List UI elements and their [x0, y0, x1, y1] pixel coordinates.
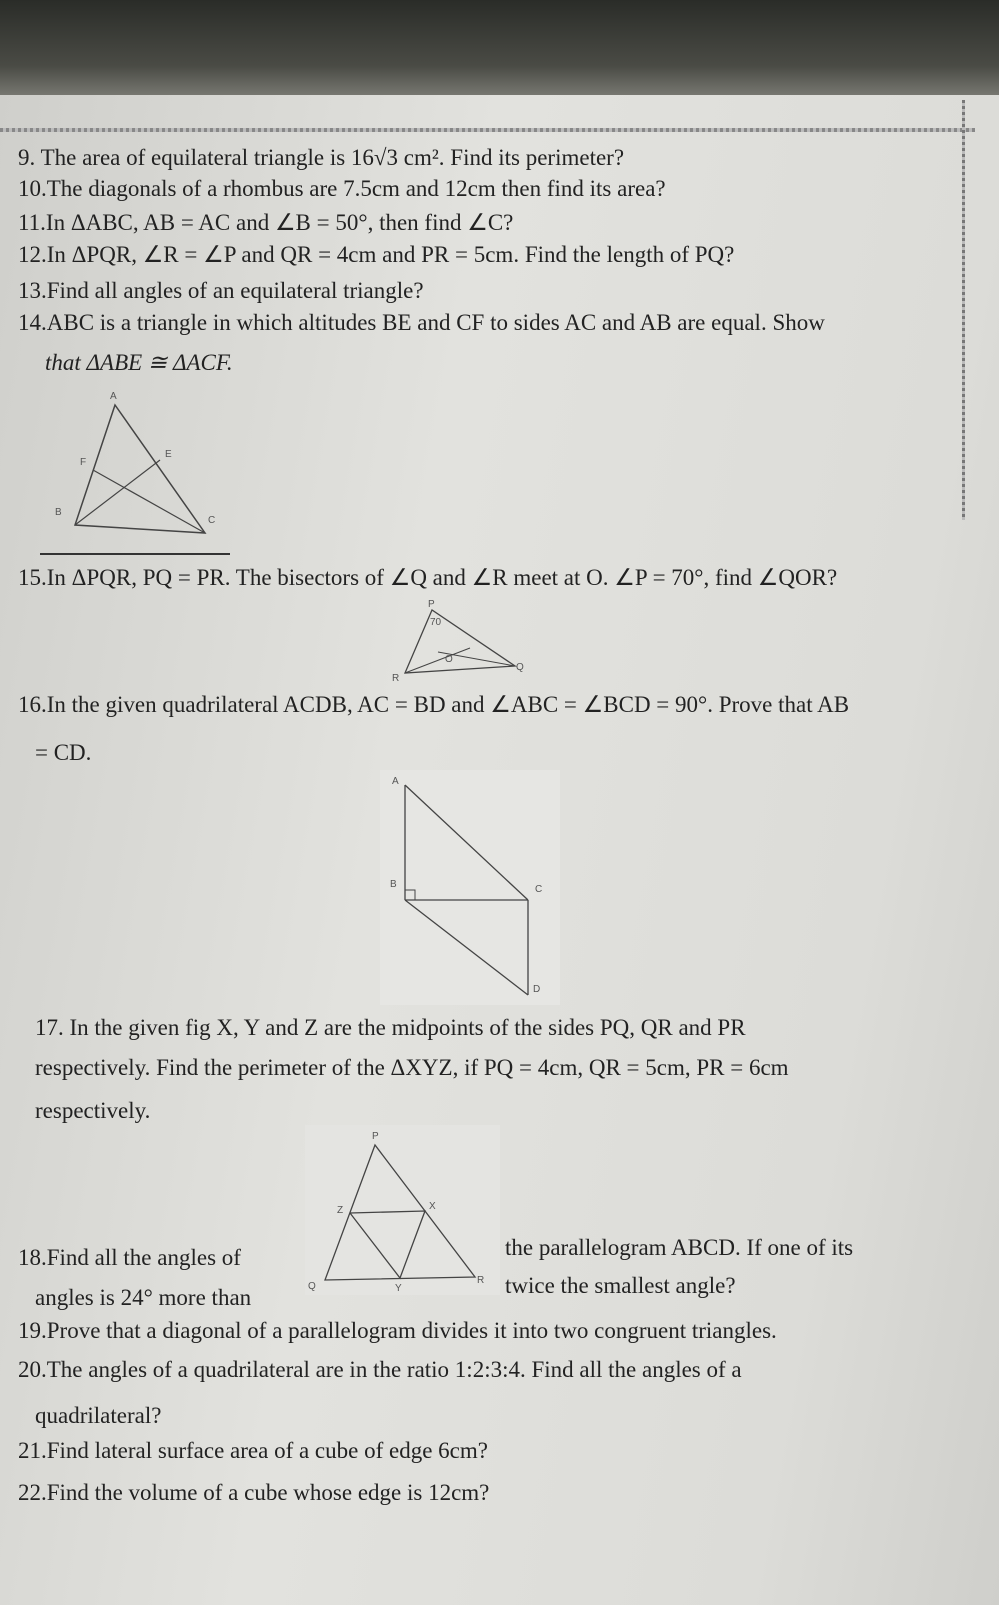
- question-10: 10.The diagonals of a rhombus are 7.5cm and 12cm then find its area?: [18, 176, 666, 201]
- svg-text:C: C: [535, 884, 543, 895]
- svg-text:B: B: [55, 507, 62, 518]
- triangle-pqr: [405, 610, 515, 673]
- divider: [40, 553, 230, 555]
- figure-16-quadrilateral: [380, 770, 560, 1005]
- svg-text:F: F: [80, 457, 87, 468]
- svg-text:A: A: [110, 391, 117, 402]
- question-20-cont: quadrilateral?: [35, 1403, 162, 1428]
- question-18-right: the parallelogram ABCD. If one of its: [505, 1235, 854, 1260]
- question-16: 16.In the given quadrilateral ACDB, AC = BD and ∠ABC = ∠BCD = 90°. Prove that AB: [18, 692, 850, 717]
- question-9: 9. The area of equilateral triangle is 16√3 cm². Find its perimeter?: [18, 145, 625, 170]
- figure-17-triangle: [305, 1125, 500, 1295]
- svg-text:Q: Q: [516, 662, 524, 673]
- question-18-right-cont: twice the smallest angle?: [505, 1273, 736, 1298]
- svg-text:O: O: [445, 654, 453, 665]
- svg-text:Y: Y: [395, 1283, 402, 1294]
- question-20: 20.The angles of a quadrilateral are in the ratio 1:2:3:4. Find all the angles of a: [18, 1357, 742, 1382]
- border-line-top: [0, 128, 975, 132]
- svg-text:X: X: [429, 1201, 436, 1212]
- question-18: 18.Find all the angles of: [18, 1245, 241, 1270]
- svg-text:Q: Q: [308, 1281, 316, 1292]
- triangle-abc: [75, 405, 205, 533]
- background-surface: [0, 0, 999, 110]
- svg-text:B: B: [390, 879, 397, 890]
- question-15: 15.In ΔPQR, PQ = PR. The bisectors of ∠Q and ∠R meet at O. ∠P = 70°, find ∠QOR?: [18, 565, 838, 590]
- triangle-pqr-mid: [325, 1145, 475, 1280]
- figure-15-triangle: [370, 598, 530, 684]
- svg-text:70: 70: [430, 617, 442, 628]
- svg-text:A: A: [392, 776, 399, 787]
- question-17-cont: respectively. Find the perimeter of the ΔXYZ, if PQ = 4cm, QR = 5cm, PR = 6cm: [35, 1055, 789, 1080]
- svg-text:D: D: [533, 984, 541, 995]
- question-11: 11.In ΔABC, AB = AC and ∠B = 50°, then find ∠C?: [18, 210, 514, 235]
- svg-text:P: P: [372, 1131, 379, 1142]
- question-14: 14.ABC is a triangle in which altitudes BE and CF to sides AC and AB are equal. Show: [18, 310, 825, 335]
- question-13: 13.Find all angles of an equilateral triangle?: [18, 278, 424, 303]
- svg-text:R: R: [477, 1275, 485, 1286]
- question-16-cont: = CD.: [35, 740, 92, 765]
- svg-text:E: E: [165, 449, 172, 460]
- figure-14-triangle: [50, 385, 230, 550]
- svg-text:R: R: [392, 673, 400, 684]
- svg-text:P: P: [428, 599, 435, 610]
- svg-text:Z: Z: [337, 1205, 344, 1216]
- question-19: 19.Prove that a diagonal of a parallelogram divides it into two congruent triangles.: [18, 1318, 777, 1343]
- question-21: 21.Find lateral surface area of a cube of edge 6cm?: [18, 1438, 488, 1463]
- question-17: 17. In the given fig X, Y and Z are the midpoints of the sides PQ, QR and PR: [35, 1015, 746, 1040]
- border-line-right: [962, 100, 965, 520]
- question-17-cont2: respectively.: [35, 1098, 151, 1123]
- question-22: 22.Find the volume of a cube whose edge is 12cm?: [18, 1480, 490, 1505]
- svg-text:C: C: [208, 515, 216, 526]
- question-12: 12.In ΔPQR, ∠R = ∠P and QR = 4cm and PR = 5cm. Find the length of PQ?: [18, 242, 735, 267]
- question-18-cont: angles is 24° more than: [35, 1285, 252, 1310]
- question-14-cont: that ΔABE ≅ ΔACF.: [45, 350, 233, 375]
